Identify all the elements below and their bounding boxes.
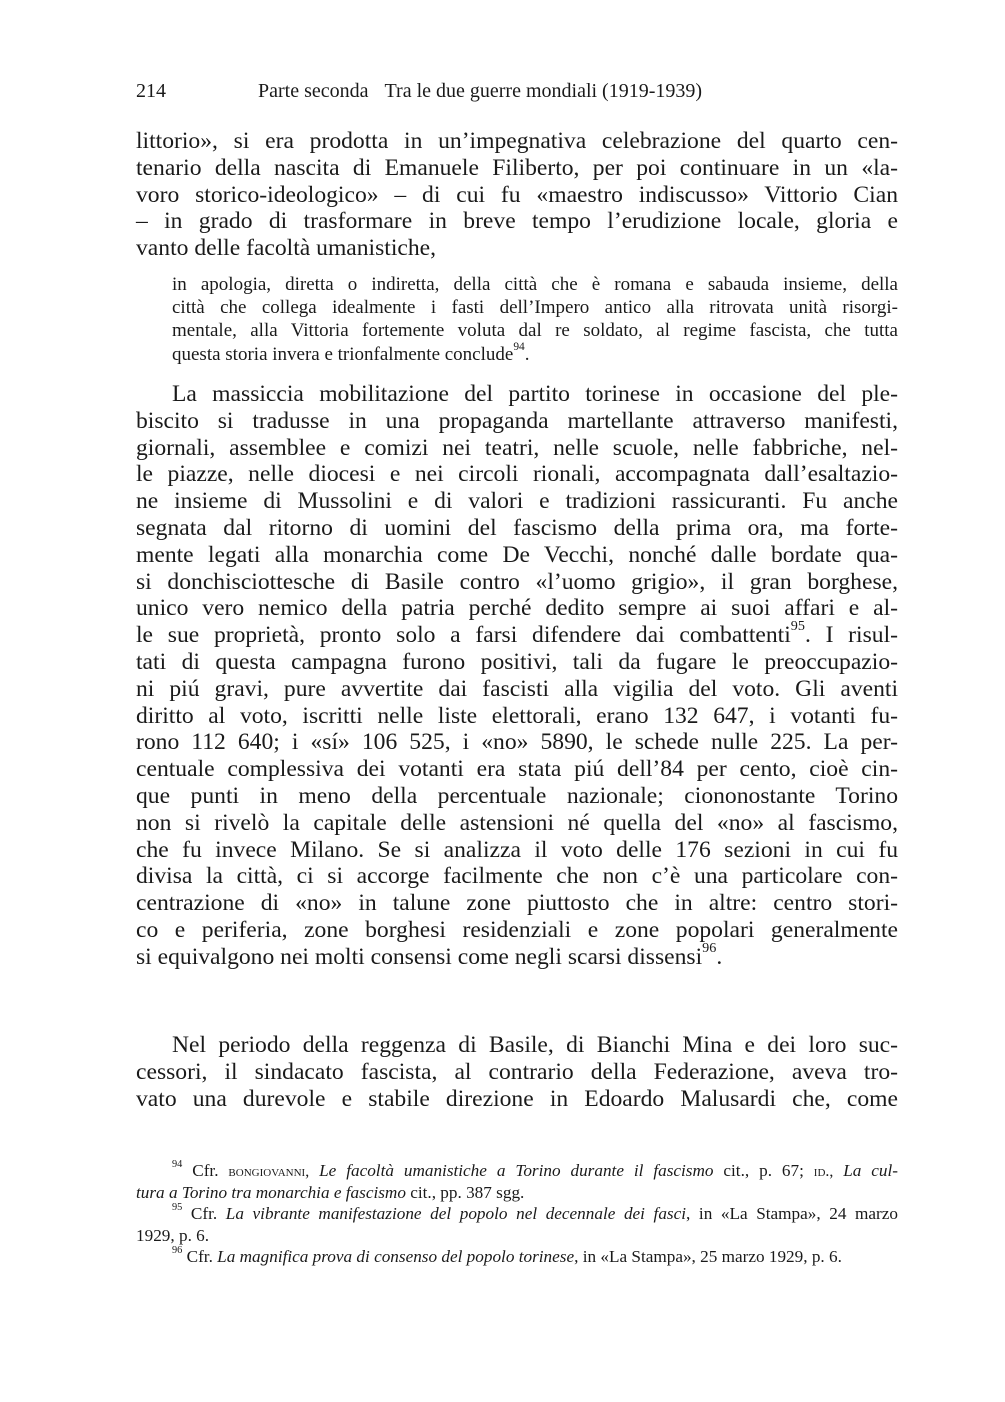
paragraph-3	[136, 1032, 898, 1112]
text-line: le piazze, nelle diocesi e nei circoli rionali, accompagnata dall’esaltazio-	[136, 461, 898, 488]
quote-line: in apologia, diretta o indiretta, della città che è romana e sabauda insieme, della	[172, 274, 898, 295]
footnote-line: $^{96}$ Cfr. La magnifica prova di consenso del popolo torinese, in «La Stampa», 25 marzo 1929, p. 6.	[172, 1245, 842, 1266]
footnote-line: $^{95}$ Cfr. La vibrante manifestazione del popolo nel decennale dei fasci, in «La Stampa», 24 marzo	[172, 1202, 899, 1223]
footnote-ref-96[interactable]: 96	[702, 940, 717, 957]
text-line: vanto delle facoltà umanistiche,	[136, 235, 437, 262]
part-label: Parte seconda	[258, 80, 369, 102]
text-line: que punti in meno della percentuale nazionale; ciononostante Torino	[136, 782, 898, 809]
footnote-95	[136, 1203, 898, 1246]
footnote-94	[136, 1160, 898, 1203]
quote-line: città che collega idealmente i fasti dell’Impero antico alla ritrovata unità risorgi-	[172, 297, 898, 319]
text-line: co e periferia, zone borghesi residenziali e zone popolari generalmente	[136, 916, 898, 943]
footnote-number: 96	[172, 1245, 183, 1257]
text-line: biscito si tradusse in una propaganda martellante attraverso manifesti,	[136, 407, 898, 434]
running-head	[136, 78, 896, 104]
text-line: voro storico-ideologico» – di cui fu «maestro indiscusso» Vittorio Cian	[136, 181, 898, 208]
footnote-number: 95	[172, 1202, 183, 1214]
text-line: rono 112 640; i «sí» 106 525, i «no» 5890, le schede nulle 225. La per-	[136, 729, 898, 756]
text-line: unico vero nemico della patria perché dedito sempre ai suoi affari e al-	[136, 595, 898, 622]
block-quote	[172, 273, 898, 366]
text-line: giornali, assemblee e comizi nei teatri, nelle scuole, nelle fabbriche, nel-	[136, 434, 898, 461]
text-line: – in grado di trasformare in breve tempo l’erudizione locale, gloria e	[136, 208, 898, 235]
text-line: mente legati alla monarchia come De Vecchi, nonché dalle bordate qua-	[136, 541, 898, 568]
text-line: centuale complessiva dei votanti era stata piú dell’84 per cento, cioè cin-	[136, 756, 898, 783]
footnote-line: $^{94}$ Cfr. bongiovanni, Le facoltà umanistiche a Torino durante il fascismo cit., p. 67; id., La cul-	[172, 1159, 899, 1180]
paragraph-1	[136, 128, 898, 262]
quote-line: mentale, alla Vittoria fortemente voluta dal re soldato, al regime fascista, che tutta	[172, 320, 898, 342]
paragraph-2	[136, 381, 898, 971]
text-line: si equivalgono nei molti consensi come negli scarsi dissensi$^{96}$.	[136, 940, 723, 970]
chapter-title: Tra le due guerre mondiali (1919-1939)	[384, 80, 703, 102]
text-line: le sue proprietà, pronto solo a farsi difendere dai combattenti$^{95}$. I risul-	[136, 618, 898, 649]
footnote-96	[136, 1246, 898, 1268]
text-line: diritto al voto, iscritti nelle liste elettorali, erano 132 647, i votanti fu-	[136, 702, 898, 729]
text-line: cessori, il sindacato fascista, al contrario della Federazione, aveva tro-	[136, 1058, 898, 1085]
text-line: tati di questa campagna furono positivi, tali da fugare le preoccupazio-	[136, 648, 898, 675]
text-line: non si rivelò la capitale delle astensioni né quella del «no» al fascismo,	[136, 809, 898, 836]
footnote-ref-94[interactable]: 94	[513, 340, 525, 353]
footnote-ref-95[interactable]: 95	[790, 618, 805, 635]
text-line: divisa la città, ci si accorge facilmente che non c’è una particolare con-	[136, 863, 898, 890]
text-line: Nel periodo della reggenza di Basile, di Bianchi Mina e dei loro suc-	[172, 1032, 898, 1058]
text-line: si donchisciottesche di Basile contro «l’uomo grigio», il gran borghese,	[136, 568, 898, 595]
text-line: centrazione di «no» in talune zone piuttosto che in altre: centro stori-	[136, 890, 898, 917]
footnote-line: 1929, p. 6.	[136, 1225, 210, 1245]
text-line: littorio», si era prodotta in un’impegnativa celebrazione del quarto cen-	[136, 128, 898, 154]
footnote-line: tura a Torino tra monarchia e fascismo cit., pp. 387 sgg.	[136, 1182, 525, 1202]
text-line: tenario della nascita di Emanuele Filiberto, per poi continuare in un «la-	[136, 154, 898, 181]
text-line: vato una durevole e stabile direzione in Edoardo Malusardi che, come	[136, 1085, 898, 1112]
text-line: La massiccia mobilitazione del partito torinese in occasione del ple-	[172, 381, 898, 407]
footnote-number: 94	[172, 1159, 183, 1171]
text-line: ni piú gravi, pure avvertite dai fascisti alla vigilia del voto. Gli aventi	[136, 675, 898, 702]
quote-line: questa storia invera e trionfalmente conclude$^{94}$.	[172, 340, 530, 365]
page-number: 214	[136, 80, 166, 102]
text-line: segnata dal ritorno di uomini del fascismo della prima ora, ma forte-	[136, 514, 898, 541]
text-line: che fu invece Milano. Se si analizza il voto delle 176 sezioni in cui fu	[136, 836, 898, 863]
text-line: ne insieme di Mussolini e di valori e tradizioni rassicuranti. Fu anche	[136, 488, 898, 515]
